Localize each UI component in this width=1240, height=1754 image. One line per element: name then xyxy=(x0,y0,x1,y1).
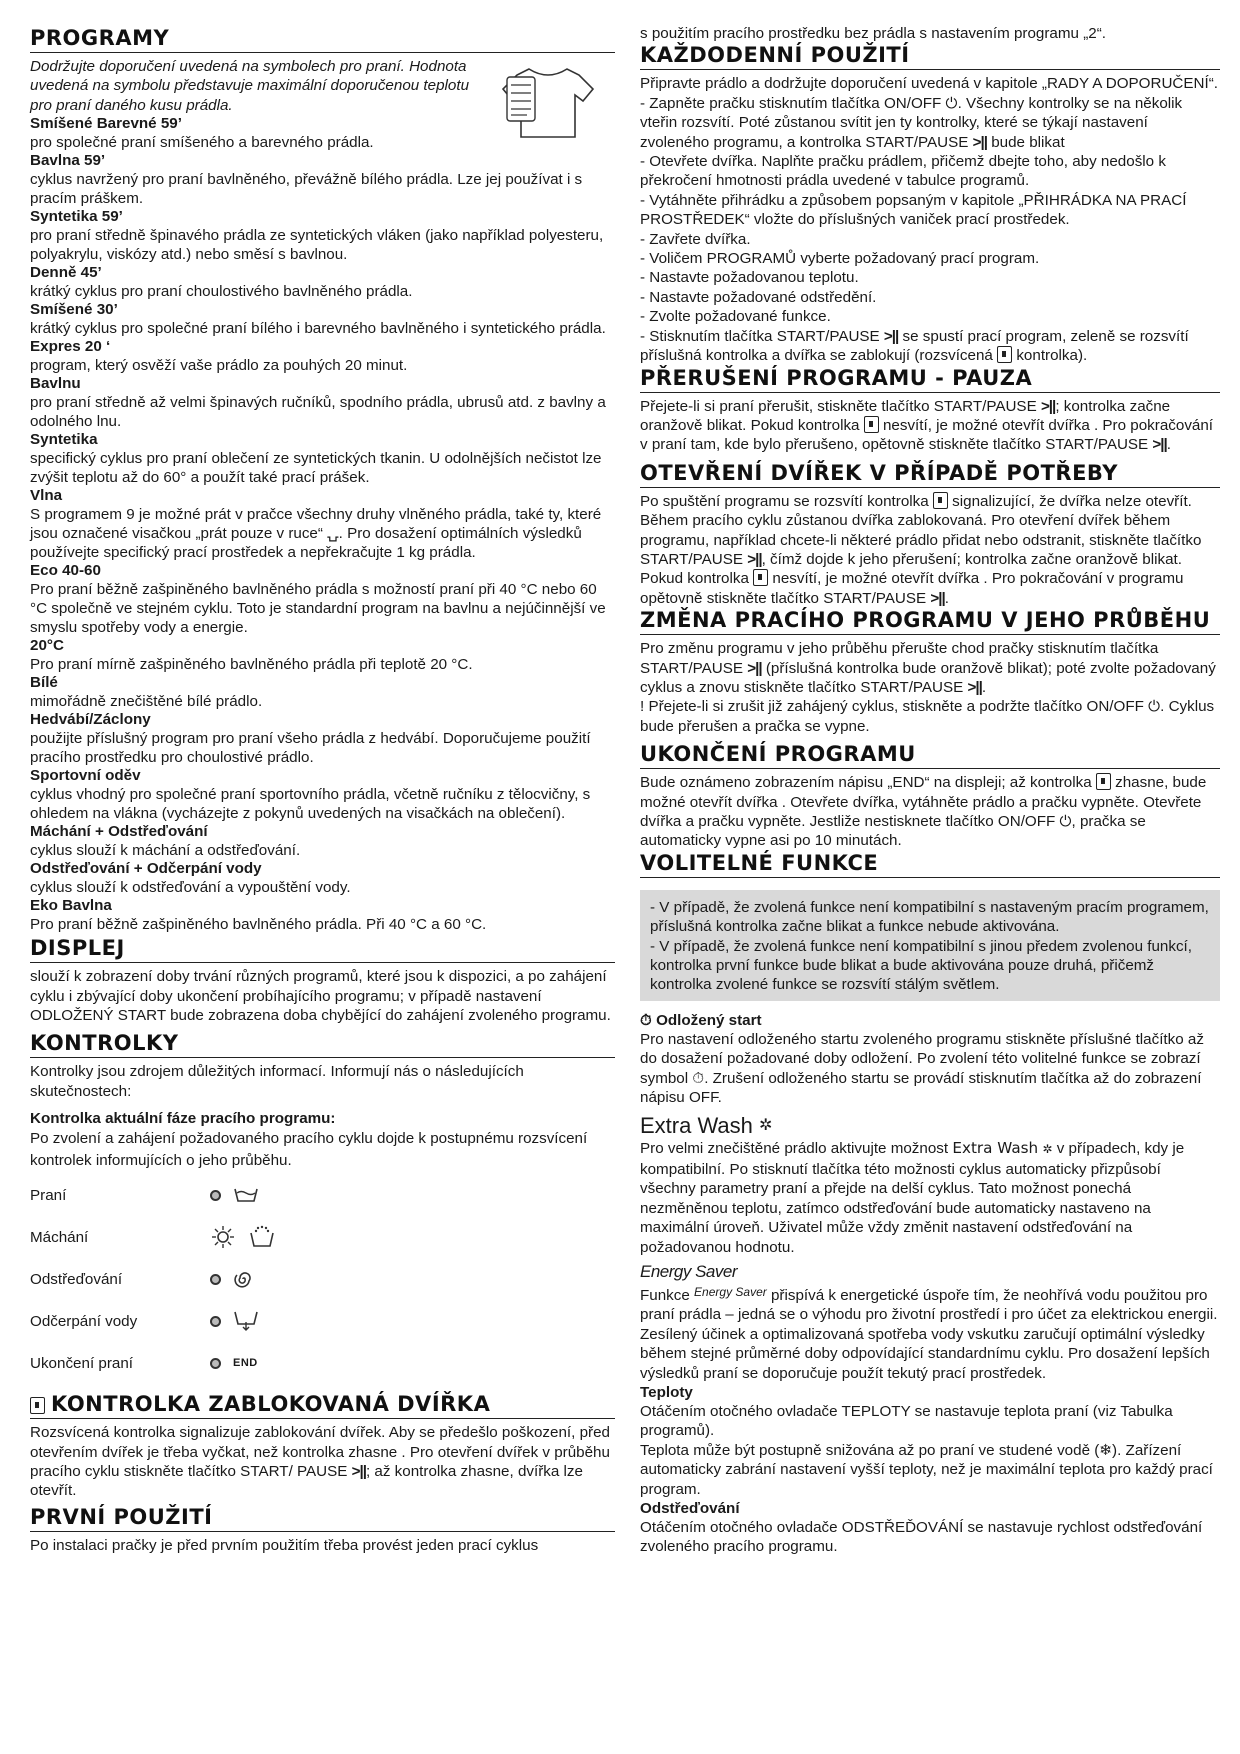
program-description: cyklus navržený pro praní bavlněného, převážně bílého prádla. Lze jej používat i s pracím práškem. xyxy=(30,171,583,208)
zablokovana-text-b: ; až kontrolka zhasne, dvířka lze otevřít. xyxy=(30,1463,583,1500)
zablokovana-title-text: KONTROLKA ZABLOKOVANÁ DVÍŘKA xyxy=(51,1392,491,1417)
indicator-row-ukonceni xyxy=(30,1342,615,1384)
energy-saver-inline: Energy Saver xyxy=(694,1284,767,1299)
otevreni-c: , čímž dojde k jeho přerušení; kontrolka začne oranžově blikat. Pokud kontrolka xyxy=(640,550,1182,588)
section-title-programy: PROGRAMY xyxy=(30,26,615,53)
rinse-icon xyxy=(248,1225,276,1249)
section-title-ukonceni: UKONČENÍ PROGRAMU xyxy=(640,742,1220,769)
section-title-zablokovana xyxy=(30,1392,615,1419)
extra-wash-b: v případech, kdy je kompatibilní. Po stisknutí tlačítka této možnosti cyklus automaticky přizpůsobí všechny parametry praní a přejde na delší cyklus. Tato možnost ponechá nezměněnou teplotu, zatímco odstřeďování bude automaticky nastaveno na maximální úroveň. Uživatel může vždy změnit nastavení odstřeďování na požadovanou hodnotu. xyxy=(640,1140,1185,1256)
indicator-row-prani xyxy=(30,1174,615,1216)
kazdodenni-p4: - Vytáhněte přihrádku a způsobem popsaným v kapitole „PŘIHRÁDKA NA PRACÍ PROSTŘEDEK“ vložte do příslušných vaniček prací prostředek. xyxy=(640,191,1187,229)
zmena-c: . xyxy=(981,678,987,696)
program-description: pro praní středně špinavého prádla ze syntetických vláken (jako například polyesteru, polyakrylu, viskózy atd.) nebo směsí s bavlnou. xyxy=(30,227,604,264)
kazdodenni-p10b: se spustí prací program, zeleně se rozsvítí příslušná kontrolka a dvířka se zablokují (rozsvícená xyxy=(640,327,1189,365)
program-description: program, který osvěží vaše prádlo za pouhých 20 minut. xyxy=(30,357,408,375)
indicator-dot-icon xyxy=(210,1358,221,1369)
program-description: mimořádně znečištěné bílé prádlo. xyxy=(30,693,263,711)
left-column xyxy=(30,26,615,1555)
program-name: Bílé xyxy=(30,674,58,692)
program-description: pro společné praní smíšeného a barevného prádla. xyxy=(30,134,374,152)
zmena-d: ! Přejete-li si zrušit již zahájený cyklus, stiskněte a podržte tlačítko ON/OFF xyxy=(640,698,1144,716)
program-description: Pro praní běžně zašpiněného bavlněného prádla. Při 40 °C a 60 °C. xyxy=(30,916,487,934)
program-description: cyklus slouží k máchání a odstřeďování. xyxy=(30,842,301,860)
start-pause-icon: >|| xyxy=(883,327,899,345)
timer-icon: ⏱ xyxy=(692,1069,705,1087)
program-name: Sportovní oděv xyxy=(30,767,141,785)
right-column xyxy=(640,24,1220,1557)
kazdodenni-p7: - Nastavte požadovanou teplotu. xyxy=(640,269,859,287)
drain-icon xyxy=(233,1310,259,1332)
teploty-text xyxy=(640,1402,1220,1499)
indicator-list xyxy=(30,1174,615,1384)
odlozeny-text xyxy=(640,1030,1220,1108)
continued-text: s použitím pracího prostředku bez prádla s nastavením programu „2“. xyxy=(640,25,1106,42)
section-title-prvni: PRVNÍ POUŽITÍ xyxy=(30,1505,615,1532)
door-lock-icon xyxy=(864,416,879,433)
teploty-a: Otáčením otočného ovladače TEPLOTY se nastavuje teplota praní (viz Tabulka programů). xyxy=(640,1402,1173,1440)
odlozeny-title xyxy=(640,1011,1220,1030)
kazdodenni-p8: - Nastavte požadované odstředění. xyxy=(640,288,877,306)
kazdodenni-p10c: kontrolka). xyxy=(1016,347,1088,365)
spin-icon xyxy=(233,1268,255,1290)
start-pause-icon: >|| xyxy=(1152,436,1167,454)
power-icon: ⏻ xyxy=(1059,813,1072,830)
program-name: Bavlnu xyxy=(30,375,81,393)
teploty-c: ). xyxy=(1112,1441,1122,1459)
energy-saver-a: Funkce xyxy=(640,1286,690,1304)
energy-saver-logo: Energy Saver xyxy=(640,1261,737,1281)
snowflake-icon: ❄ xyxy=(1099,1441,1113,1459)
zmena-b: (příslušná kontrolka bude oranžově blikat); poté zvolte požadovaný cyklus a znovu stiskněte tlačítko START/PAUSE xyxy=(640,659,1216,696)
extra-wash-text xyxy=(640,1139,1220,1256)
otevreni-d: nesvítí, je možné otevřít dvířka . Pro pokračování v programu opětovně stiskněte tlačítko START/PAUSE xyxy=(640,570,1184,607)
extra-wash-heading xyxy=(640,1113,1220,1139)
door-lock-icon xyxy=(30,1397,45,1414)
indicator-dot-icon xyxy=(210,1274,221,1285)
start-pause-icon: >|| xyxy=(1040,397,1056,415)
odlozeny-title-text: Odložený start xyxy=(656,1011,762,1029)
start-pause-icon: >|| xyxy=(972,133,987,151)
kazdodenni-p2c: bude blikat xyxy=(991,133,1065,151)
program-description: cyklus slouží k odstřeďování a vypouštění vody. xyxy=(30,879,351,897)
program-description: specifický cyklus pro praní oblečení ze syntetických tkanin. U odolnějších nečistot lze zvýšit teplotu až do 60° a použít také prací prášek. xyxy=(30,450,602,487)
program-name: Eko Bavlna xyxy=(30,897,112,915)
kazdodenni-p6: - Voličem PROGRAMŮ vyberte požadovaný prací program. xyxy=(640,250,1040,268)
section-title-kontrolky: KONTROLKY xyxy=(30,1031,615,1058)
program-list xyxy=(30,115,615,934)
section-title-volitelne: VOLITELNÉ FUNKCE xyxy=(640,851,1220,878)
program-description: krátký cyklus pro společné praní bílého i barevného bavlněného i syntetického prádla. xyxy=(30,320,606,338)
compat-note-2: - V případě, že zvolená funkce není kompatibilní s jinou předem zvolenou funkcí, kontrolka první funkce bude blikat a bude aktivována pouze druhá, přičemž kontrolka zvolené funkce se rozsvítí stálým světlem. xyxy=(650,937,1192,994)
indicator-dot-icon xyxy=(210,1316,221,1327)
sparkle-icon: ✲ xyxy=(759,1117,773,1135)
compatibility-note-box xyxy=(640,890,1220,1001)
preruseni-a: Přejete-li si praní přerušit, stiskněte tlačítko START/PAUSE xyxy=(640,397,1037,415)
program-description: pro praní středně až velmi špinavých ručníků, spodního prádla, ubrusů atd. z bavlny a odolného lnu. xyxy=(30,394,606,431)
preruseni-c: nesvítí, je možné otevřít dvířka . Pro pokračování v praní tam, kde bylo přerušeno, opětovně stiskněte tlačítko START/PAUSE xyxy=(640,416,1214,454)
end-icon: END xyxy=(233,1357,258,1370)
power-icon: ⏻ xyxy=(1148,698,1161,716)
wash-tub-icon xyxy=(233,1186,259,1204)
program-name: 20°C xyxy=(30,637,64,655)
program-name: Vlna xyxy=(30,487,63,505)
section-title-otevreni: OTEVŘENÍ DVÍŘEK V PŘÍPADĚ POTŘEBY xyxy=(640,461,1220,488)
kazdodenni-p10a: - Stisknutím tlačítka START/PAUSE xyxy=(640,327,880,345)
power-icon: ⏻ xyxy=(945,94,958,112)
energy-saver-text xyxy=(640,1283,1220,1383)
program-description: cyklus vhodný pro společné praní sportovního prádla, včetně ručníku z tělocvičny, s ohledem na vlákna (vycházejte z pokynů uvedených na visačkách na oblečení). xyxy=(30,786,591,823)
zablokovana-text xyxy=(30,1423,615,1501)
programy-intro: Dodržujte doporučení uvedená na symbolech pro praní. Hodnota uvedená na symbolu představuje maximální doporučenou teplotu pro praní daného kusu prádla. xyxy=(30,58,470,114)
otevreni-a: Po spuštění programu se rozsvítí kontrolka xyxy=(640,492,929,510)
kazdodenni-p2 xyxy=(640,94,1220,152)
zmena-text xyxy=(640,639,1220,736)
indicator-row-odstredovani xyxy=(30,1258,615,1300)
displej-text: slouží k zobrazení doby trvání různých programů, které jsou k dispozici, a po zahájení cyklu i zbývající doby ukončení probíhajícího programu; v případě nastavení ODLOŽENÝ START bude zobrazena doba chybějící do zahájení zvoleného programu. xyxy=(30,968,611,1025)
extra-wash-inline: Extra Wash xyxy=(952,1139,1039,1158)
program-name: Máchání + Odstřeďování xyxy=(30,823,208,841)
energy-saver-b: přispívá k energetické úspoře tím, že neohřívá vodu použitou pro praní prádla – jedná se o výhodu pro životní prostředí i pro účet za elektrickou energii. Zesílený účinek a optimalizovaná spotřeba vody vskutku zaručují optimální výsledky během stejné průměrné doby odpovídající standardnímu cyklu. Pro dosažení lepších výsledků praní se doporučuje použít tekutý prací prostředek. xyxy=(640,1286,1218,1382)
shirt-care-label-icon xyxy=(499,63,595,143)
program-name: Syntetika 59’ xyxy=(30,208,123,226)
door-lock-icon xyxy=(1096,773,1111,790)
extra-wash-a: Pro velmi znečištěné prádlo aktivujte možnost xyxy=(640,1140,949,1158)
start-pause-icon: >|| xyxy=(747,659,762,677)
program-name: Odstřeďování + Odčerpání vody xyxy=(30,860,262,878)
program-name: Denně 45’ xyxy=(30,264,102,282)
odstred-title: Odstřeďování xyxy=(640,1499,740,1517)
teploty-b: Teplota může být postupně snižována až po praní ve studené vodě ( xyxy=(640,1441,1100,1459)
kazdodenni-p5: - Zavřete dvířka. xyxy=(640,230,751,248)
program-description: krátký cyklus pro praní choulostivého bavlněného prádla. xyxy=(30,283,413,301)
ukonceni-c: , pračka se automaticky vypne asi po 10 minutách. xyxy=(640,813,1146,850)
kontrolky-text: Kontrolky jsou zdrojem důležitých informací. Informují nás o následujících skutečnostech: xyxy=(30,1063,524,1100)
kazdodenni-p2b: . Všechny kontrolky se na několik vteřin rozsvítí. Poté zůstanou svítit jen ty kontrolky, které se týkají nastavení zvoleného programu, a kontrolka START/PAUSE xyxy=(640,94,1183,151)
indicator-row-odcerpani xyxy=(30,1300,615,1342)
ukonceni-b: zhasne, bude možné otevřít dvířka . Otevřete dvířka, vytáhněte prádlo a pračku vypněte. Otevřete dvířka a pračku vypněte. Jestliže nestisknete tlačítko ON/OFF xyxy=(640,774,1207,830)
teploty-d: Zařízení automaticky zabrání nastavení vyšší teploty, než je maximální teplota pro každý prací program. xyxy=(640,1441,1213,1498)
start-pause-icon: >|| xyxy=(967,678,982,696)
section-title-kazdodenni: KAŽDODENNÍ POUŽITÍ xyxy=(640,43,1220,70)
prvni-text: Po instalaci pračky je před prvním použitím třeba provést jeden prací cyklus xyxy=(30,1536,539,1554)
program-name: Smíšené 30’ xyxy=(30,301,118,319)
program-name: Smíšené Barevné 59’ xyxy=(30,115,182,133)
programy-intro-block xyxy=(30,57,615,115)
section-title-preruseni: PŘERUŠENÍ PROGRAMU - PAUZA xyxy=(640,366,1220,393)
start-pause-icon: >|| xyxy=(930,589,945,607)
indicator-flashing-icon xyxy=(210,1225,236,1249)
preruseni-b: ; kontrolka začne oranžově blikat. Pokud kontrolka xyxy=(640,397,1171,434)
odstred-text: Otáčením otočného ovladače ODSTŘEĎOVÁNÍ se nastavuje rychlost odstřeďování zvoleného pracího programu. xyxy=(640,1518,1203,1556)
door-lock-icon xyxy=(753,569,768,586)
extra-wash-title: Extra Wash xyxy=(640,1113,753,1139)
door-lock-icon xyxy=(933,492,948,509)
kazdodenni-p10 xyxy=(640,327,1220,366)
indicator-label: Odčerpání vody xyxy=(30,1312,138,1330)
timer-icon: ⏱ xyxy=(640,1011,652,1029)
otevreni-b: signalizující, že dvířka nelze otevřít. Během pracího cyklu zůstanou dvířka zablokovaná. Pro otevření dvířek během programu, například chcete-li některé prádlo přidat nebo odstranit, stiskněte tlačítko START/PAUSE xyxy=(640,492,1202,568)
compat-note-1: - V případě, že zvolená funkce není kompatibilní s nastaveným pracím programem, příslušná kontrolka začne blikat a funkce nebude aktivována. xyxy=(650,898,1209,936)
zmena-a: Pro změnu programu v jeho průběhu přerušte chod pračky stisknutím tlačítka START/PAUSE xyxy=(640,640,1159,677)
preruseni-d: . xyxy=(1166,436,1172,454)
section-title-zmena: ZMĚNA PRACÍHO PROGRAMU V JEHO PRŮBĚHU xyxy=(640,608,1220,635)
program-description: použijte příslušný program pro praní všeho prádla z hedvábí. Doporučujeme použití pracího prostředku pro choulostivé prádlo. xyxy=(30,730,591,767)
kazdodenni-p9: - Zvolte požadované funkce. xyxy=(640,308,831,326)
program-description: S programem 9 je možné prát v pračce všechny druhy vlněného prádla, také ty, které jsou označené visačkou „prát pouze v ruce“ ⍽. Pro dosažení optimálních výsledků používejte specifický prací prostředek a nepřekračujte 1 kg prádla. xyxy=(30,506,602,562)
ukonceni-text xyxy=(640,773,1220,851)
kazdodenni-p2a: - Zapněte pračku stisknutím tlačítka ON/OFF xyxy=(640,94,942,112)
ukonceni-a: Bude oznámeno zobrazením nápisu „END“ na displeji; až kontrolka xyxy=(640,774,1092,792)
teploty-title: Teploty xyxy=(640,1383,693,1401)
section-title-displej: DISPLEJ xyxy=(30,936,615,963)
otevreni-e: . xyxy=(944,589,950,607)
odlozeny-a: Pro nastavení odloženého startu zvoleného programu stiskněte příslušné tlačítko až do dosažení požadované doby odložení. Po zvolení této volitelné funkce se zobrazí symbol xyxy=(640,1030,1204,1087)
start-pause-icon: >|| xyxy=(747,550,762,568)
indicator-label: Praní xyxy=(30,1186,67,1204)
kazdodenni-p1: Připravte prádlo a dodržujte doporučení uvedená v kapitole „RADY A DOPORUČENÍ“. xyxy=(640,75,1218,93)
kazdodenni-p3: - Otevřete dvířka. Naplňte pračku prádlem, přičemž dbejte toho, aby nedošlo k překročení hmotnosti prádla uvedené v tabulce programů. xyxy=(640,153,1166,190)
zablokovana-text-a: Rozsvícená kontrolka signalizuje zablokování dvířek. Aby se předešlo poškození, před otevřením dvířek je třeba vyčkat, než kontrolka zhasne . Pro otevření dvířek v průběhu pracího cyklu stiskněte tlačítko START/ PAUSE xyxy=(30,1424,610,1481)
indicator-row-machani xyxy=(30,1216,615,1258)
start-pause-icon: >|| xyxy=(351,1463,366,1481)
indicator-label: Máchání xyxy=(30,1228,89,1246)
otevreni-text xyxy=(640,492,1220,608)
program-description: Pro praní mírně zašpiněného bavlněného prádla při teplotě 20 °C. xyxy=(30,656,473,674)
preruseni-text xyxy=(640,397,1220,455)
program-name: Syntetika xyxy=(30,431,98,449)
indicator-label: Ukončení praní xyxy=(30,1354,133,1372)
odlozeny-b: . Zrušení odloženého startu se provádí stisknutím tlačítka až do zobrazení nápisu OFF. xyxy=(640,1069,1202,1107)
indicator-dot-icon xyxy=(210,1190,221,1201)
program-name: Hedvábí/Záclony xyxy=(30,711,151,729)
kontrolky-subtext: Po zvolení a zahájení požadovaného pracího cyklu dojde k postupnému rozsvícení kontrolek informujících o jeho průběhu. xyxy=(30,1130,588,1170)
kontrolky-subtitle: Kontrolka aktuální fáze pracího programu: xyxy=(30,1110,336,1128)
door-lock-icon xyxy=(997,346,1012,363)
indicator-label: Odstřeďování xyxy=(30,1270,123,1288)
program-name: Bavlna 59’ xyxy=(30,152,106,170)
program-description: Pro praní běžně zašpiněného bavlněného prádla s možností praní při 40 °C nebo 60 °C společně ve stejném cyklu. Toto je standardní program na bavlnu a nejúčinnější ve smyslu spotřeby vody a energie. xyxy=(30,581,606,637)
zmena-e: . Cyklus bude přerušen a pračka se vypne. xyxy=(640,698,1215,735)
program-name: Expres 20 ‘ xyxy=(30,338,111,356)
program-name: Eco 40-60 xyxy=(30,562,101,580)
sparkle-icon: ✲ xyxy=(1042,1142,1053,1157)
